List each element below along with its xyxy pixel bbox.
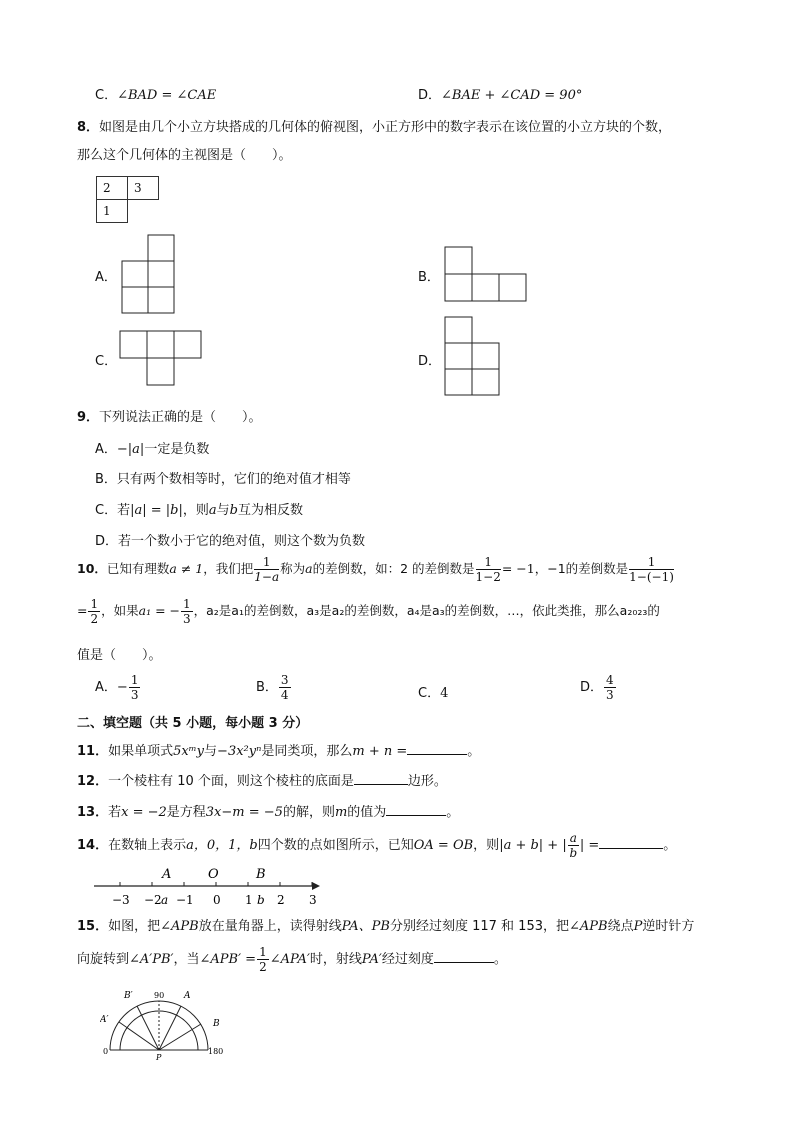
label-b: B [213, 1019, 220, 1029]
label-180: 180 [208, 1047, 224, 1056]
q8-stem-line1: 8．如图是由几个小立方块搭成的几何体的俯视图，小正方形中的数字表示在该位置的小立方块的个数， [77, 120, 672, 135]
label-a: A [184, 991, 191, 1001]
q15-line2: 向旋转到∠A′PB′，当∠APB′ = $\frac{1}{2}$ ∠APA′时，射线PA′经过刻度 。 [77, 945, 507, 974]
q10-option-c: C．4 [418, 686, 449, 701]
q11-answer-blank[interactable] [407, 744, 467, 755]
top-view-cell: 3 [128, 177, 159, 200]
q13-answer-blank[interactable] [386, 805, 446, 816]
q12-answer-blank[interactable] [354, 774, 408, 785]
q8-option-c-figure [119, 330, 203, 386]
number-line-tick-label: 1 [245, 893, 253, 906]
point-a-value: a [161, 893, 169, 906]
q14-number-line [90, 864, 326, 906]
q8-option-a-label: A． [95, 270, 117, 285]
q8-option-b-label: B． [418, 270, 440, 285]
q11: 11．如果单项式5xᵐy与−3x²yⁿ是同类项，那么m + n = 。 [77, 744, 481, 759]
q8-option-b-figure [444, 246, 528, 302]
q9-option-a: A．−|a|一定是负数 [95, 442, 210, 457]
q8-option-c-label: C． [95, 354, 118, 369]
q8-option-a-figure [120, 234, 180, 314]
label-b-prime: B′ [124, 991, 133, 1001]
point-b-value: b [257, 893, 265, 906]
q10-option-a: A．− $\frac{1}{3}$ [95, 673, 139, 702]
top-view-empty [128, 200, 159, 223]
section-heading: 二、填空题（共 5 小题，每小题 3 分） [77, 716, 309, 731]
point-o-label: O [208, 867, 219, 882]
q9-option-c: C．若|a| = |b|，则a与b互为相反数 [95, 503, 303, 518]
q8-option-d-figure [444, 316, 502, 398]
q7-option-c: C．∠BAD = ∠CAE [95, 88, 217, 103]
q10-line3: 值是（ ）。 [77, 648, 162, 663]
label-0: 0 [103, 1047, 109, 1056]
q14: 14．在数轴上表示a，0，1，b四个数的点如图所示，已知OA = OB，则|a + b| + | $\frac{a}{b}$ | = 。 [77, 831, 677, 860]
number-line-tick-label: 2 [277, 893, 285, 906]
label-a-prime: A′ [100, 1015, 109, 1025]
number-line-tick-label: 3 [309, 893, 317, 906]
q15-answer-blank[interactable] [434, 952, 494, 963]
q9-stem: 9．下列说法正确的是（ ）。 [77, 410, 262, 425]
number-line-tick-labels [112, 893, 317, 906]
point-a-label: A [162, 867, 172, 882]
q8-stem-line2: 那么这个几何体的主视图是（ ）。 [77, 148, 292, 163]
number-line-tick-label: 0 [213, 893, 221, 906]
q12: 12．一个棱柱有 10 个面，则这个棱柱的底面是 边形。 [77, 774, 447, 789]
number-line-tick-label: −2 [144, 893, 162, 906]
top-view-cell: 2 [97, 177, 128, 200]
q10-line2: = $\frac{1}{2}$ ，如果a₁ = − $\frac{1}{3}$ ，a₂是a₁的差倒数，a₃是a₂的差倒数，a₄是a₃的差倒数，…，依此类推，那么a₂₀₂₃的 [77, 597, 660, 626]
q9-option-d: D．若一个数小于它的绝对值，则这个数为负数 [95, 534, 366, 549]
q7-option-d: D．∠BAE + ∠CAD = 90° [418, 88, 583, 103]
q15-protractor [100, 984, 225, 1062]
q10-line1: 10．已知有理数a ≠ 1，我们把 $\frac{1}{1-a}$ 称为a的差倒数，如：2 的差倒数是 $\frac{1}{1-2}$ = −1，−1的差倒数是 $\frac{1}{1-(-1)}$ [77, 555, 674, 584]
q9-option-b: B．只有两个数相等时，它们的绝对值才相等 [95, 472, 351, 487]
q8-option-d-label: D． [418, 354, 442, 369]
top-view-cell: 1 [97, 200, 128, 223]
number-line-tick-label: −1 [176, 893, 194, 906]
q8-top-view-grid [96, 176, 159, 223]
label-p: P [156, 1053, 162, 1062]
label-90: 90 [154, 991, 165, 1000]
point-b-label: B [256, 867, 266, 882]
q13: 13．若x = −2是方程3x−m = −5的解，则m的值为 。 [77, 805, 460, 820]
q15-line1: 15．如图，把∠APB放在量角器上，读得射线PA、PB分别经过刻度 117 和 153，把∠APB绕点P逆时针方 [77, 919, 695, 934]
q10-option-d: D． $\frac{4}{3}$ [580, 673, 614, 702]
q14-answer-blank[interactable] [599, 838, 663, 849]
number-line-tick-label: −3 [112, 893, 130, 906]
q10-option-b: B． $\frac{3}{4}$ [256, 673, 289, 702]
